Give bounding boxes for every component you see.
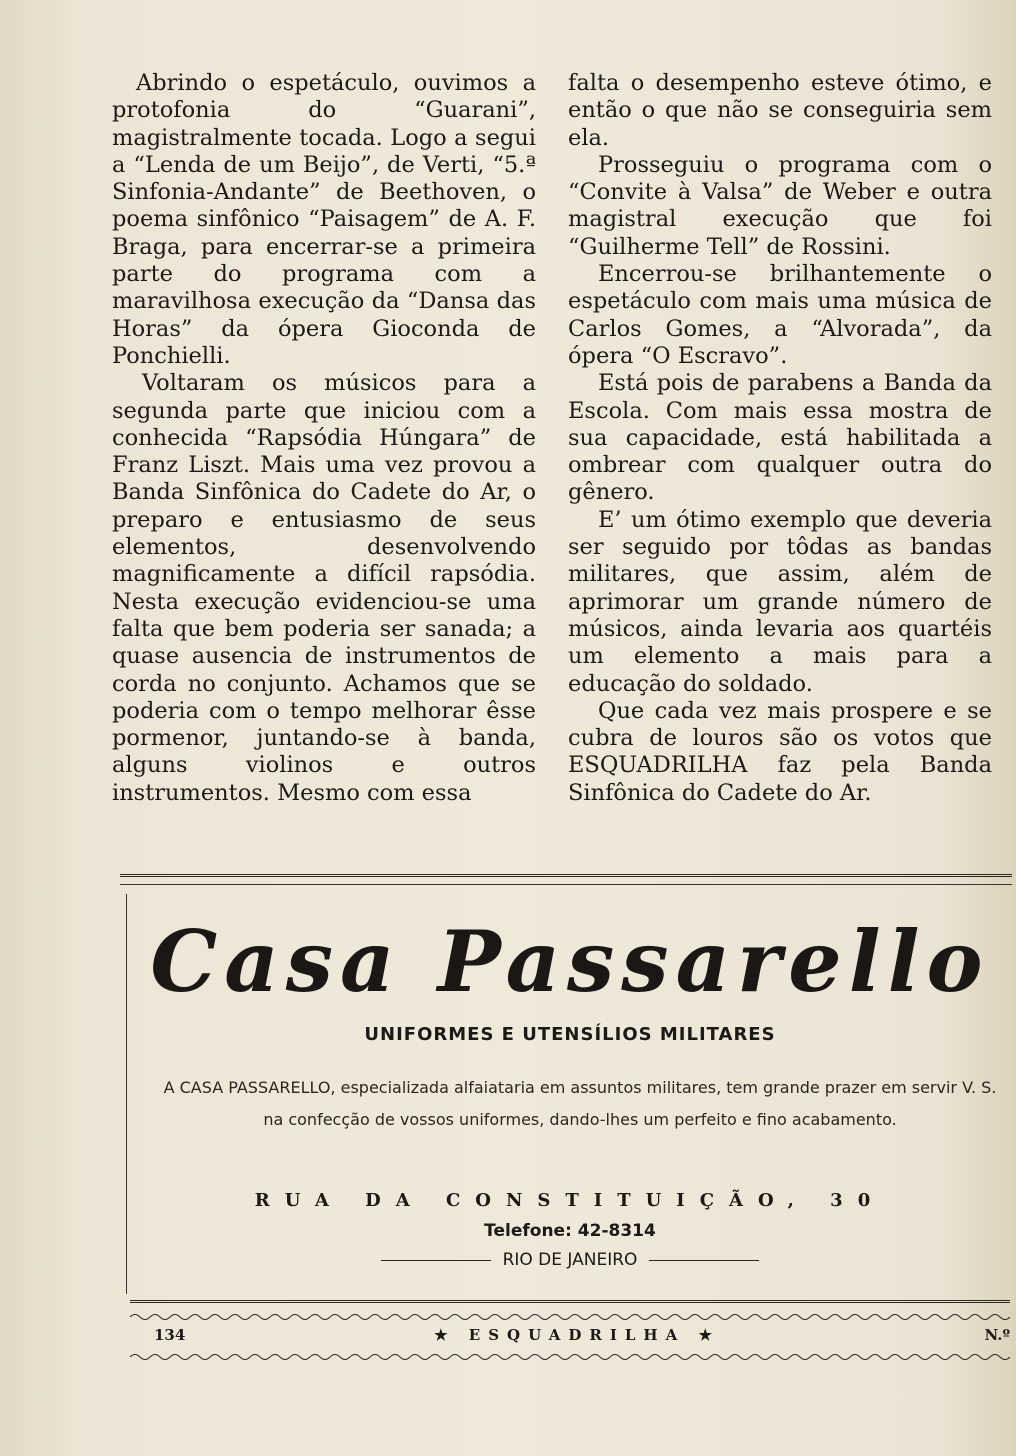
page-footer <box>142 1326 1012 1352</box>
wavy-ornament-bottom <box>130 1352 1010 1362</box>
article-paragraph: Prosseguiu o programa com o “Convite à Valsa” de Weber e outra magistral execução que foi “Guilherme Tell” de Rossini. <box>568 151 992 260</box>
article-paragraph: falta o desempenho esteve ótimo, e então o que não se conseguiria sem ela. <box>568 70 992 151</box>
magazine-name: ★ ESQUADRILHA ★ <box>434 1326 720 1344</box>
ad-city: RIO DE JANEIRO <box>502 1250 638 1270</box>
ad-phone: Telefone: 42-8314 <box>484 1221 656 1241</box>
footer-top-rule <box>130 1300 1010 1303</box>
article-paragraph: Abrindo o espetáculo, ouvimos a protofonia do “Guarani”, magistralmente tocada. Logo a segui a “Lenda de um Beijo”, de Verti, “5.ª Sinfonia-Andante” de Beethoven, o poema sinfônico “Paisagem” de A. F. Braga, para encerrar-se a primeira parte do programa com a maravilhosa execução da “Dansa das Horas” da ópera Gioconda de Ponchielli. <box>112 70 536 369</box>
article-column-left <box>112 70 536 870</box>
article-paragraph: Voltaram os músicos para a segunda parte que iniciou com a conhecida “Rapsódia Húngara” de Franz Liszt. Mais uma vez provou a Banda Sinfônica do Cadete do Ar, o preparo e entusiasmo de seus elementos, desenvolvendo magnificamente a difícil rapsódia. Nesta execução evidenciou-se uma falta que bem poderia ser sanada; a quase ausencia de instrumentos de corda no conjunto. Achamos que se poderia com o tempo melhorar êsse pormenor, juntando-se à banda, alguns violinos e outros instrumentos. Mesmo com essa <box>112 370 536 806</box>
article-paragraph: Está pois de parabens a Banda da Escola. Com mais essa mostra de sua capacidade, está habilitada a ombrear com qualquer outra do gênero. <box>568 370 992 506</box>
ad-title: Casa Passarello <box>150 912 990 1011</box>
ad-top-rule <box>120 874 1012 877</box>
advertisement-box <box>126 894 1013 1294</box>
page-number: 134 <box>154 1326 186 1344</box>
article-column-right <box>560 70 992 870</box>
divider <box>649 1260 759 1261</box>
ad-body-text: A CASA PASSARELLO, especializada alfaiataria em assuntos militares, tem grande prazer em servir V. S. na confecção de vossos uniformes, dando-lhes um perfeito e fino acabamento. <box>163 1078 997 1129</box>
ad-city-row <box>127 1250 1013 1270</box>
wavy-ornament-top <box>130 1312 1010 1322</box>
issue-label: N.º <box>984 1326 1010 1344</box>
article-paragraph: Que cada vez mais prospere e se cubra de louros são os votos que ESQUADRILHA faz pela Banda Sinfônica do Cadete do Ar. <box>568 697 992 806</box>
article-paragraph: Encerrou-se brilhantemente o espetáculo com mais uma música de Carlos Gomes, a “Alvorada”, da ópera “O Escravo”. <box>568 261 992 369</box>
ad-subtitle: UNIFORMES E UTENSÍLIOS MILITARES <box>364 1024 776 1045</box>
divider <box>381 1260 491 1261</box>
ad-address: RUA DA CONSTITUIÇÃO, 30 <box>254 1190 886 1211</box>
article-columns <box>112 70 992 870</box>
ad-top-rule-thin <box>120 884 1012 885</box>
article-paragraph: E’ um ótimo exemplo que deveria ser seguido por tôdas as bandas militares, que assim, além de aprimorar um grande número de músicos, ainda levaria aos quartéis um elemento a mais para a educação do soldado. <box>568 506 992 697</box>
